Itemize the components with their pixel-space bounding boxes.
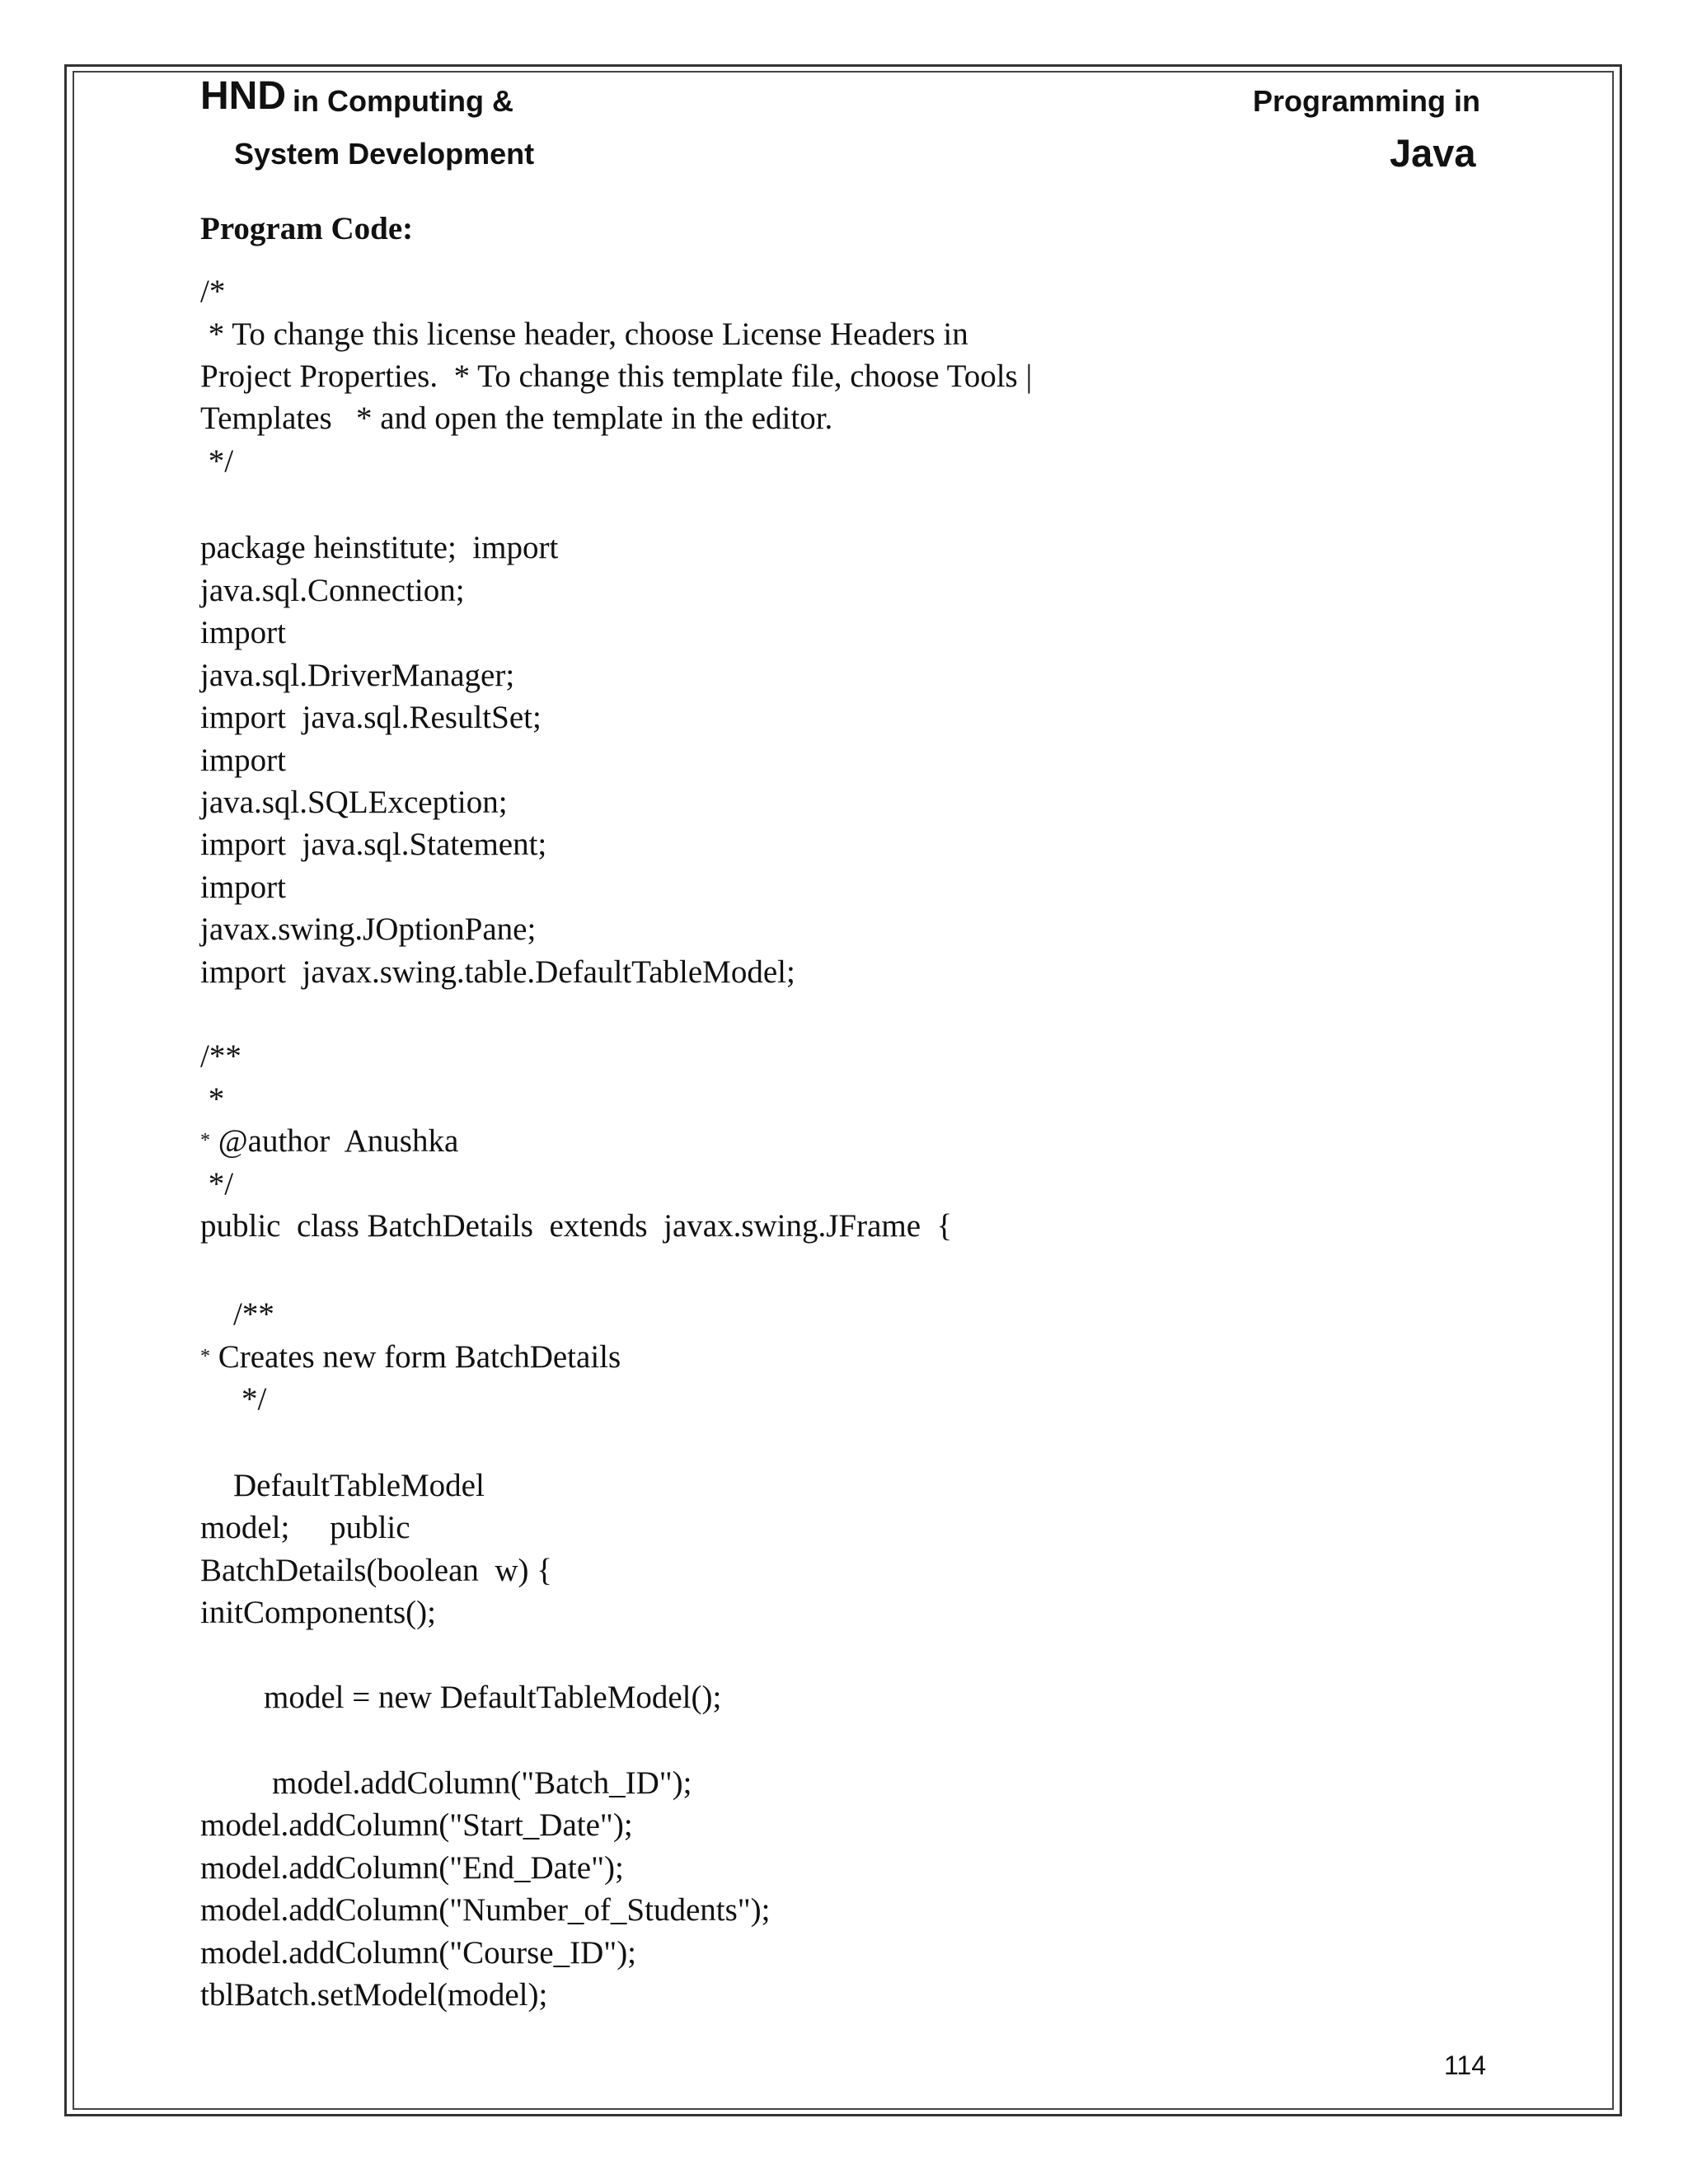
section-heading: Program Code: <box>200 211 414 246</box>
page-number: 114 <box>1444 2050 1487 2080</box>
comment-star: * <box>200 1130 210 1151</box>
code-line: model; public <box>200 1510 410 1545</box>
code-line: package heinstitute; import <box>200 530 559 565</box>
header-subject-line1: Programming in <box>1253 84 1481 118</box>
code-line: import <box>200 743 286 778</box>
code-line: BatchDetails(boolean w) { <box>200 1553 553 1588</box>
author-tag: @author Anushka <box>218 1123 459 1159</box>
code-line: javax.swing.JOptionPane; <box>200 912 537 947</box>
code-line <box>200 1125 458 1157</box>
code-line: public class BatchDetails extends javax.swing.JFrame { <box>200 1208 953 1244</box>
code-line: model.addColumn("Course_ID"); <box>200 1935 637 1971</box>
code-line: DefaultTableModel <box>233 1468 485 1503</box>
header-course-line1: in Computing & <box>293 84 513 118</box>
header-subject-line2: Java <box>1390 131 1476 175</box>
code-line: model.addColumn("Batch_ID"); <box>272 1765 692 1801</box>
code-line: Project Properties. * To change this template file, choose Tools | <box>200 359 1033 394</box>
code-line: * To change this license header, choose License Headers in <box>200 316 968 352</box>
header-hnd: HND <box>200 74 286 118</box>
comment-text: Creates new form BatchDetails <box>218 1339 621 1375</box>
code-line: */ <box>241 1381 267 1417</box>
code-line: /* <box>200 274 226 309</box>
code-line: java.sql.DriverManager; <box>200 658 515 693</box>
code-line: model.addColumn("Start_Date"); <box>200 1807 633 1843</box>
code-line: import java.sql.Statement; <box>200 827 547 862</box>
code-line: import java.sql.ResultSet; <box>200 700 542 735</box>
comment-star: * <box>200 1346 210 1367</box>
code-line: */ <box>200 1166 234 1202</box>
code-line: model.addColumn("Number_of_Students"); <box>200 1892 771 1928</box>
code-line: model.addColumn("End_Date"); <box>200 1850 624 1886</box>
code-line: * <box>200 1081 225 1117</box>
code-line <box>200 1341 621 1373</box>
code-line: import <box>200 615 286 650</box>
header-course-line2: System Development <box>234 137 535 171</box>
code-line: import javax.swing.table.DefaultTableModel; <box>200 954 795 990</box>
code-line: tblBatch.setModel(model); <box>200 1977 548 2013</box>
code-line: model = new DefaultTableModel(); <box>264 1680 722 1715</box>
code-line: /** <box>233 1296 274 1332</box>
code-line: import <box>200 869 286 905</box>
code-line: /** <box>200 1038 241 1074</box>
code-line: */ <box>200 443 234 479</box>
code-line: java.sql.Connection; <box>200 573 465 608</box>
code-line: initComponents(); <box>200 1595 436 1630</box>
code-line: Templates * and open the template in the editor. <box>200 401 833 436</box>
code-line: java.sql.SQLException; <box>200 785 508 820</box>
